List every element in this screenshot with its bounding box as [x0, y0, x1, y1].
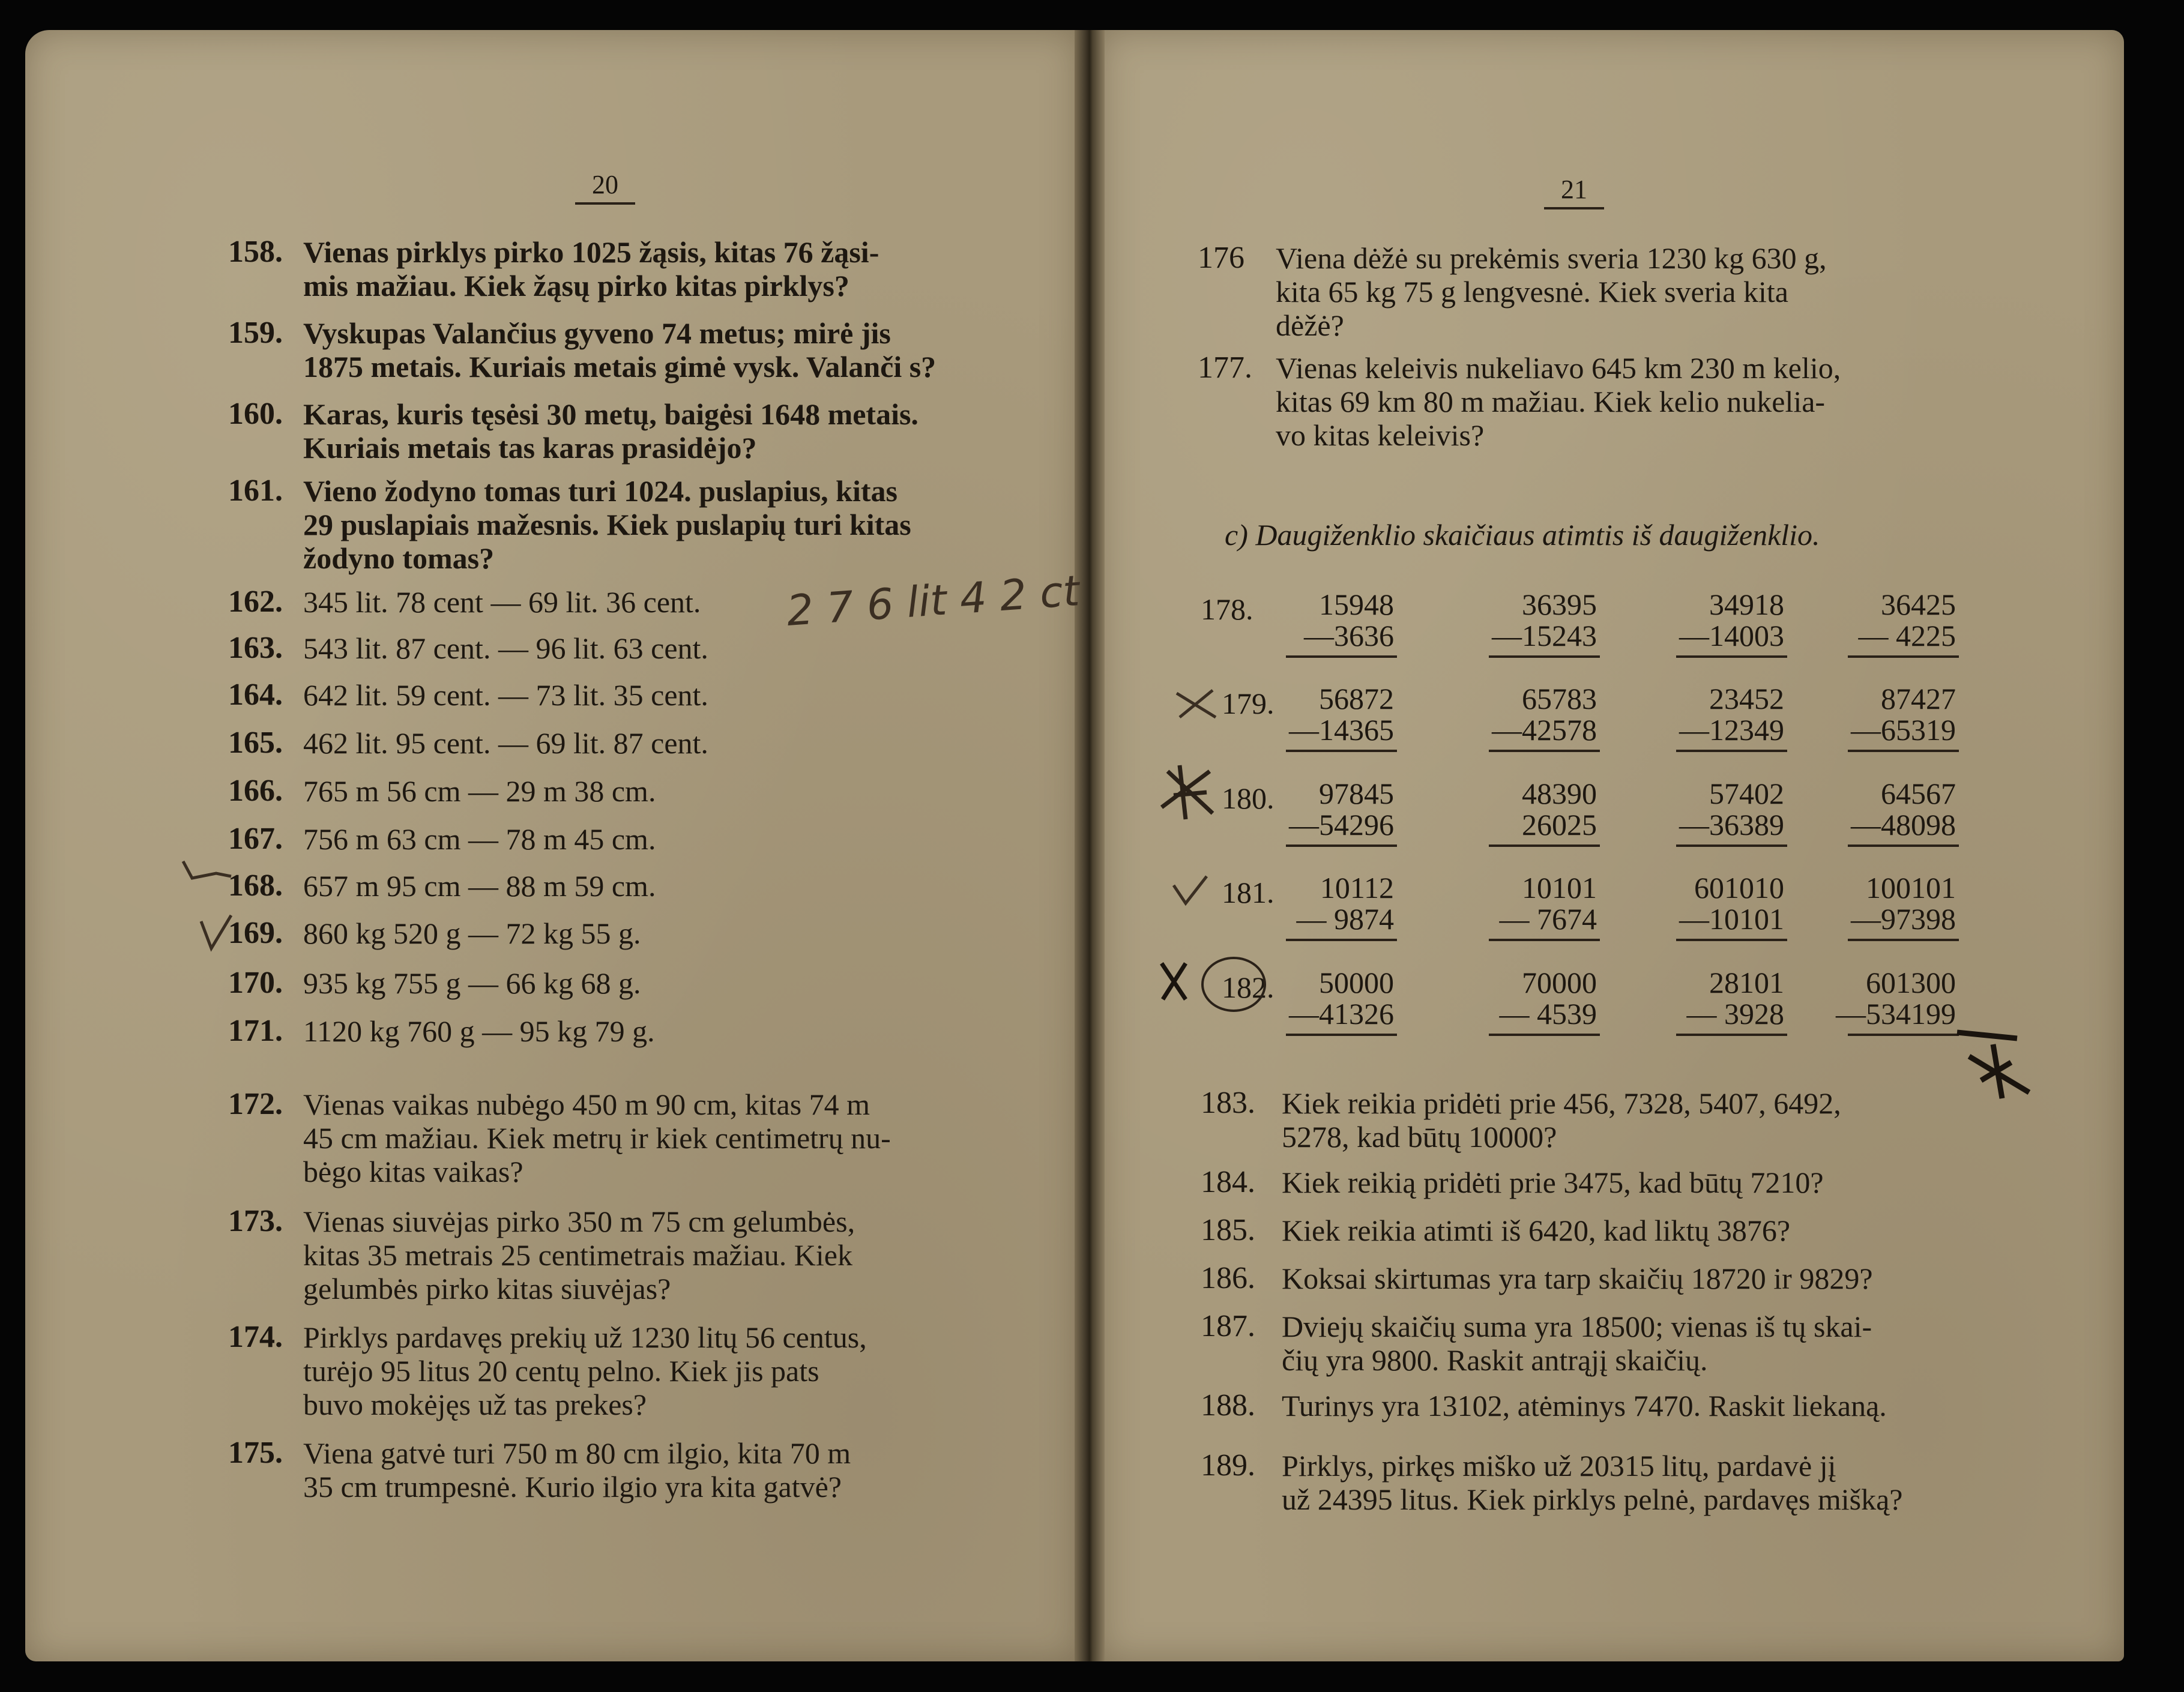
subtrahend: —48098 — [1851, 808, 1956, 841]
problem-text-line: 765 m 56 cm — 29 m 38 cm. — [303, 774, 656, 808]
subtrahend: —534199 — [1836, 997, 1956, 1031]
minuend: 57402 — [1709, 777, 1784, 810]
result-rule — [1489, 939, 1600, 941]
minuend: 15948 — [1319, 588, 1394, 621]
problem-text-line: Vienas keleivis nukeliavo 645 km 230 m kelio, — [1276, 351, 1841, 385]
problem-text-line: kitas 69 km 80 m mažiau. Kiek kelio nukelia- — [1276, 385, 1826, 418]
subtrahend: —42578 — [1492, 713, 1597, 747]
problem-number: 162. — [228, 585, 283, 619]
problem-text — [303, 678, 708, 712]
problem-text-line: Kiek reikia atimti iš 6420, kad liktų 3876? — [1282, 1214, 1791, 1247]
subtrahend: — 4539 — [1499, 997, 1597, 1031]
result-rule — [1848, 655, 1959, 658]
minuend: 70000 — [1522, 966, 1597, 999]
problem-text — [303, 235, 879, 303]
minuend: 100101 — [1866, 871, 1956, 905]
problem-number: 164. — [228, 678, 283, 712]
subtrahend: —97398 — [1851, 902, 1956, 936]
result-rule — [1676, 844, 1787, 847]
problem-number: 172. — [228, 1087, 283, 1121]
page-number-right: 21 — [1544, 174, 1604, 209]
problem-text — [303, 869, 656, 903]
problem-number: 174. — [228, 1320, 283, 1354]
subtrahend: —14365 — [1289, 713, 1394, 747]
problem-number: 167. — [228, 822, 283, 856]
minuend: 87427 — [1881, 682, 1956, 715]
problem-text-line: 642 lit. 59 cent. — 73 lit. 35 cent. — [303, 678, 708, 712]
result-rule — [1676, 939, 1787, 941]
minuend: 56872 — [1319, 682, 1394, 715]
page-number-left: 20 — [575, 169, 635, 205]
minuend: 64567 — [1881, 777, 1956, 810]
problem-text-line: 345 lit. 78 cent — 69 lit. 36 cent. — [303, 585, 701, 619]
minuend: 601300 — [1866, 966, 1956, 999]
problem-text-line: Karas, kuris tęsėsi 30 metų, baigėsi 1648 metais. — [303, 397, 919, 431]
circle-mark-182 — [1156, 954, 1276, 1020]
problem-text-line: Vienas pirklys pirko 1025 žąsis, kitas 76 žąsi- — [303, 235, 879, 269]
minuend: 50000 — [1319, 966, 1394, 999]
minuend: 97845 — [1319, 777, 1394, 810]
problem-text-line: 35 cm trumpesnė. Kurio ilgio yra kita gatvė? — [303, 1470, 842, 1504]
problem-text-line: Vyskupas Valančius gyveno 74 metus; mirė jis — [303, 316, 891, 350]
problem-text-line: 1120 kg 760 g — 95 kg 79 g. — [303, 1014, 655, 1048]
problem-text — [1282, 1449, 1903, 1516]
result-rule — [1848, 939, 1959, 941]
result-rule — [1848, 1034, 1959, 1036]
problem-text — [303, 474, 911, 575]
problem-text-line: kitas 35 metrais 25 centimetrais mažiau. Kiek — [303, 1238, 852, 1272]
problem-text-line: Pirklys pardavęs prekių už 1230 litų 56 centus, — [303, 1320, 867, 1354]
exercise-number: 180. — [1222, 781, 1275, 815]
minuend: 23452 — [1709, 682, 1784, 715]
result-rule — [1676, 1034, 1787, 1036]
subtrahend: 26025 — [1522, 808, 1597, 841]
problem-text-line: Kiek reikia pridėti prie 456, 7328, 5407, 6492, — [1282, 1086, 1841, 1120]
problem-text — [303, 1088, 891, 1188]
book-gutter — [1075, 30, 1105, 1661]
problem-text — [303, 1205, 855, 1305]
problem-number: 169. — [228, 916, 283, 950]
problem-text-line: Vieno žodyno tomas turi 1024. puslapius, kitas — [303, 474, 897, 508]
problem-number: 163. — [228, 631, 283, 665]
problem-text — [303, 631, 708, 665]
exercise-number: 182. — [1222, 971, 1275, 1004]
minuend: 36395 — [1522, 588, 1597, 621]
minuend: 28101 — [1709, 966, 1784, 999]
section-title: c) Daugiženklio skaičiaus atimtis iš daugiženklio. — [1225, 518, 1820, 552]
result-rule — [1286, 1034, 1397, 1036]
problem-text — [303, 774, 656, 808]
problem-text-line: Viena dėžė su prekėmis sveria 1230 kg 630 g, — [1276, 241, 1827, 275]
problem-text — [1276, 351, 1841, 452]
problem-text-line: Vienas vaikas nubėgo 450 m 90 cm, kitas 74 m — [303, 1088, 870, 1121]
problem-text-line: čių yra 9800. Raskit antrąjį skaičių. — [1282, 1343, 1708, 1377]
subtrahend: —14003 — [1679, 619, 1784, 652]
problem-text-line: Kiek reikią pridėti prie 3475, kad būtų 7210? — [1282, 1166, 1824, 1199]
check-mark-181 — [1171, 873, 1213, 909]
minuend: 10101 — [1522, 871, 1597, 905]
subtrahend: — 9874 — [1296, 902, 1394, 936]
result-rule — [1848, 750, 1959, 752]
problem-text-line: turėjo 95 litus 20 centų pelno. Kiek jis pats — [303, 1354, 819, 1388]
problem-text — [1276, 241, 1827, 342]
problem-number: 160. — [228, 397, 283, 431]
problem-text-line: Pirklys, pirkęs miško už 20315 litų, pardavė jį — [1282, 1449, 1836, 1483]
problem-text-line: 45 cm mažiau. Kiek metrų ir kiek centimetrų nu- — [303, 1121, 891, 1155]
minuend: 65783 — [1522, 682, 1597, 715]
problem-text-line: 860 kg 520 g — 72 kg 55 g. — [303, 917, 641, 950]
cross-mark-179 — [1174, 687, 1222, 723]
ink-blot — [1945, 1020, 2035, 1110]
problem-number: 161. — [228, 474, 283, 508]
result-rule — [1676, 655, 1787, 658]
problem-text-line: buvo mokėjęs už tas prekes? — [303, 1388, 647, 1421]
problem-text — [1282, 1389, 1887, 1423]
problem-text — [1282, 1214, 1790, 1247]
problem-number: 176 — [1198, 241, 1244, 275]
problem-text-line: žodyno tomas? — [303, 541, 495, 575]
problem-text-line: 1875 metais. Kuriais metais gimė vysk. Valanči s? — [303, 350, 937, 384]
minuend: 10112 — [1320, 871, 1394, 905]
problem-text — [303, 397, 919, 465]
problem-number: 165. — [228, 726, 283, 760]
problem-text — [303, 316, 936, 384]
handwritten-answer-162: 2 7 6 lit 4 2 ct — [785, 566, 1081, 636]
result-rule — [1489, 750, 1600, 752]
check-mark-168 — [180, 849, 234, 885]
problem-text — [303, 585, 701, 619]
problem-text — [303, 917, 641, 950]
subtrahend: —65319 — [1851, 713, 1956, 747]
subtrahend: —3636 — [1304, 619, 1394, 652]
problem-text-line: gelumbės pirko kitas siuvėjas? — [303, 1272, 671, 1305]
problem-text — [303, 726, 708, 760]
problem-text — [1282, 1310, 1872, 1377]
problem-text-line: vo kitas keleivis? — [1276, 418, 1485, 452]
result-rule — [1286, 844, 1397, 847]
problem-text-line: Vienas siuvėjas pirko 350 m 75 cm gelumbės, — [303, 1205, 855, 1238]
problem-number: 171. — [228, 1014, 283, 1048]
problem-text-line: Dviejų skaičių suma yra 18500; vienas iš tų skai- — [1282, 1310, 1872, 1343]
problem-text-line: už 24395 litus. Kiek pirklys pelnė, pardavęs mišką? — [1282, 1483, 1903, 1516]
problem-text-line: Turinys yra 13102, atėminys 7470. Raskit liekaną. — [1282, 1389, 1887, 1423]
problem-text — [303, 1436, 851, 1504]
result-rule — [1489, 655, 1600, 658]
problem-number: 158. — [228, 235, 283, 269]
exercise-number: 179. — [1222, 687, 1275, 720]
problem-text — [1282, 1086, 1841, 1154]
problem-text-line: Viena gatvė turi 750 m 80 cm ilgio, kita 70 m — [303, 1436, 851, 1470]
minuend: 34918 — [1709, 588, 1784, 621]
result-rule — [1286, 655, 1397, 658]
problem-number: 189. — [1201, 1448, 1255, 1483]
problem-text — [303, 1320, 867, 1421]
result-rule — [1286, 750, 1397, 752]
result-rule — [1489, 844, 1600, 847]
problem-number: 166. — [228, 774, 283, 808]
problem-text — [303, 966, 641, 1000]
subtrahend: —12349 — [1679, 713, 1784, 747]
problem-number: 159. — [228, 316, 283, 350]
problem-text-line: 29 puslapiais mažesnis. Kiek puslapių turi kitas — [303, 508, 911, 541]
problem-text-line: mis mažiau. Kiek žąsų pirko kitas pirklys? — [303, 269, 849, 303]
subtrahend: —41326 — [1289, 997, 1394, 1031]
problem-number: 183. — [1201, 1086, 1255, 1120]
problem-text-line: 462 lit. 95 cent. — 69 lit. 87 cent. — [303, 726, 708, 760]
minuend: 48390 — [1522, 777, 1597, 810]
problem-number: 186. — [1201, 1261, 1255, 1295]
problem-text-line: Kuriais metais tas karas prasidėjo? — [303, 431, 757, 465]
exercise-number: 178. — [1201, 592, 1253, 626]
problem-text-line: 5278, kad būtų 10000? — [1282, 1120, 1557, 1154]
minuend: 601010 — [1694, 871, 1784, 905]
problem-text-line: Koksai skirtumas yra tarp skaičių 18720 ir 9829? — [1282, 1262, 1873, 1295]
problem-number: 177. — [1198, 351, 1252, 385]
problem-number: 170. — [228, 966, 283, 1000]
problem-text — [303, 822, 656, 856]
check-mark-169 — [198, 912, 234, 954]
problem-text — [303, 1014, 655, 1048]
problem-number: 185. — [1201, 1213, 1255, 1247]
problem-number: 175. — [228, 1436, 283, 1470]
problem-number: 173. — [228, 1204, 283, 1238]
result-rule — [1489, 1034, 1600, 1036]
result-rule — [1848, 844, 1959, 847]
subtrahend: —10101 — [1679, 902, 1784, 936]
result-rule — [1286, 939, 1397, 941]
problem-text-line: 543 lit. 87 cent. — 96 lit. 63 cent. — [303, 631, 708, 665]
problem-number: 184. — [1201, 1165, 1255, 1199]
scribble-mark-180 — [1156, 759, 1222, 825]
subtrahend: — 7674 — [1499, 902, 1597, 936]
problem-text-line: 756 m 63 cm — 78 m 45 cm. — [303, 822, 656, 856]
subtrahend: —15243 — [1492, 619, 1597, 652]
problem-text-line: dėžė? — [1276, 309, 1344, 342]
subtrahend: —54296 — [1289, 808, 1394, 841]
problem-text-line: 657 m 95 cm — 88 m 59 cm. — [303, 869, 656, 903]
exercise-number: 181. — [1222, 876, 1275, 909]
problem-text-line: kita 65 kg 75 g lengvesnė. Kiek sveria kita — [1276, 275, 1788, 309]
subtrahend: — 4225 — [1858, 619, 1956, 652]
problem-text — [1282, 1262, 1873, 1295]
problem-number: 168. — [228, 869, 283, 903]
subtrahend: — 3928 — [1686, 997, 1784, 1031]
problem-text — [1282, 1166, 1824, 1199]
minuend: 36425 — [1881, 588, 1956, 621]
subtrahend: —36389 — [1679, 808, 1784, 841]
result-rule — [1676, 750, 1787, 752]
problem-number: 188. — [1201, 1388, 1255, 1423]
problem-number: 187. — [1201, 1309, 1255, 1343]
problem-text-line: bėgo kitas vaikas? — [303, 1155, 523, 1188]
problem-text-line: 935 kg 755 g — 66 kg 68 g. — [303, 966, 641, 1000]
